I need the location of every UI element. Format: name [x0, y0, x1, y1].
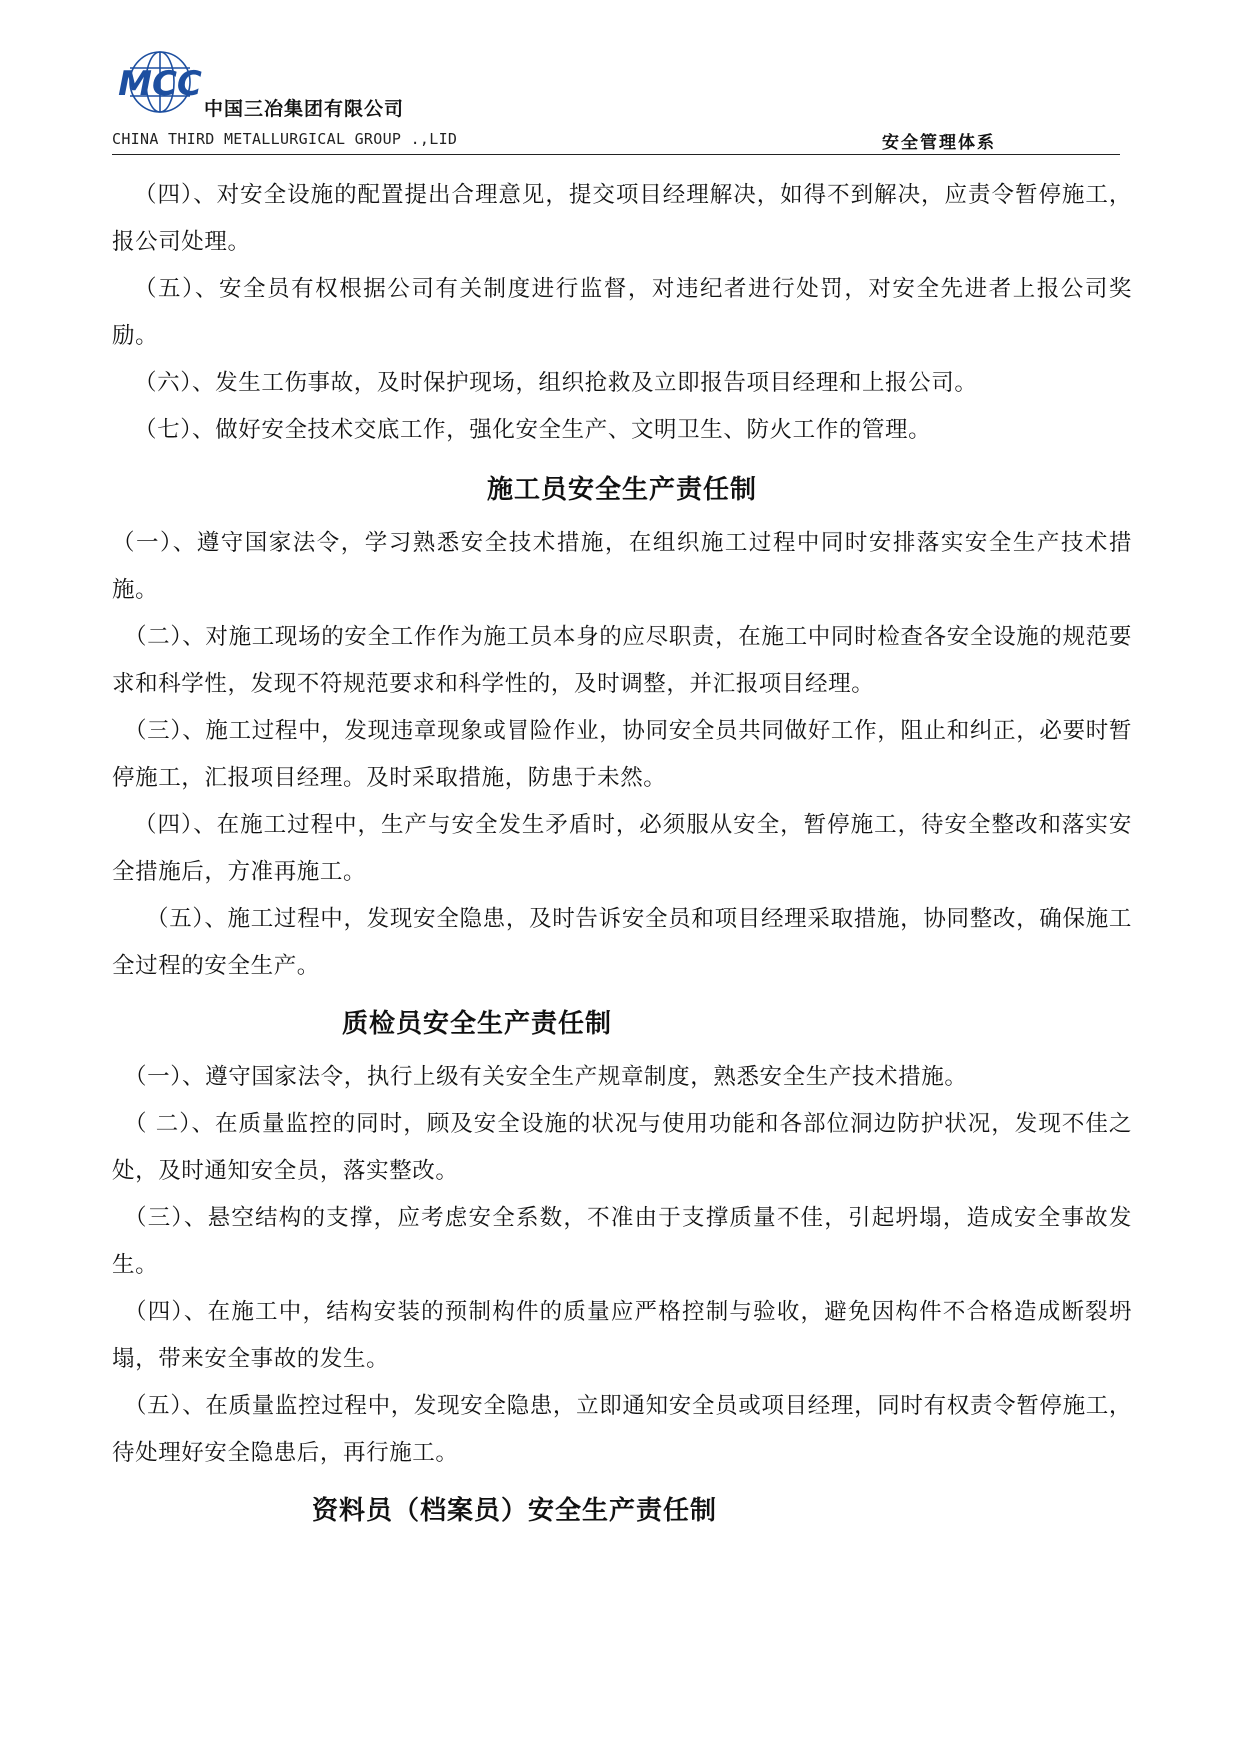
paragraph: （ 二）、在质量监控的同时，顾及安全设施的状况与使用功能和各部位洞边防护状况，发现不佳之处，及时通知安全员，落实整改。 [112, 1111, 1132, 1184]
paragraph: （七）、做好安全技术交底工作，强化安全生产、文明卫生、防火工作的管理。 [134, 417, 932, 443]
logo-text: MCC [118, 64, 202, 104]
section-quality-inspector [112, 994, 1132, 1477]
document-type-label: 安全管理体系 [882, 133, 996, 153]
company-name-cn: 中国三冶集团有限公司 [204, 98, 405, 120]
document-header [112, 40, 1120, 158]
company-name-en: CHINA THIRD METALLURGICAL GROUP .,LID [112, 130, 458, 148]
header-divider [112, 154, 1120, 155]
paragraph: （四）、对安全设施的配置提出合理意见，提交项目经理解决，如得不到解决，应责令暂停施工，报公司处理。 [112, 182, 1132, 255]
mcc-logo-icon [112, 48, 208, 120]
paragraph: （四）、在施工中，结构安装的预制构件的质量应严格控制与验收，避免因构件不合格造成断裂坍塌，带来安全事故的发生。 [112, 1299, 1132, 1372]
paragraph: （四）、在施工过程中，生产与安全发生矛盾时，必须服从安全，暂停施工，待安全整改和落实安全措施后，方准再施工。 [112, 812, 1132, 885]
paragraph: （二）、对施工现场的安全工作作为施工员本身的应尽职责，在施工中同时检查各安全设施的规范要求和科学性，发现不符规范要求和科学性的，及时调整，并汇报项目经理。 [112, 624, 1132, 697]
section-title: 资料员（档案员）安全生产责任制 [312, 1496, 718, 1526]
paragraph: （三）、施工过程中，发现违章现象或冒险作业，协同安全员共同做好工作，阻止和纠正，必要时暂停施工，汇报项目经理。及时采取措施，防患于未然。 [112, 718, 1132, 791]
paragraph: （五）、在质量监控过程中，发现安全隐患，立即通知安全员或项目经理，同时有权责令暂停施工，待处理好安全隐患后，再行施工。 [112, 1393, 1132, 1466]
section-construction-officer [112, 460, 1132, 990]
section-title: 施工员安全生产责任制 [486, 475, 757, 505]
document-body [112, 172, 1132, 1541]
paragraph: （一）、遵守国家法令，学习熟悉安全技术措施，在组织施工过程中同时安排落实安全生产技术措施。 [112, 530, 1132, 603]
paragraph: （三）、悬空结构的支撑，应考虑安全系数，不准由于支撑质量不佳，引起坍塌，造成安全事故发生。 [112, 1205, 1132, 1278]
section-archivist [112, 1481, 1132, 1541]
paragraph: （一）、遵守国家法令，执行上级有关安全生产规章制度，熟悉安全生产技术措施。 [124, 1064, 968, 1090]
section-safety-officer-continued [112, 172, 1132, 454]
paragraph: （五）、施工过程中，发现安全隐患，及时告诉安全员和项目经理采取措施，协同整改，确保施工全过程的安全生产。 [112, 906, 1132, 979]
section-title: 质检员安全生产责任制 [342, 1009, 613, 1039]
paragraph: （五）、安全员有权根据公司有关制度进行监督，对违纪者进行处罚，对安全先进者上报公司奖励。 [112, 276, 1132, 349]
paragraph: （六）、发生工伤事故，及时保护现场，组织抢救及立即报告项目经理和上报公司。 [134, 370, 978, 396]
